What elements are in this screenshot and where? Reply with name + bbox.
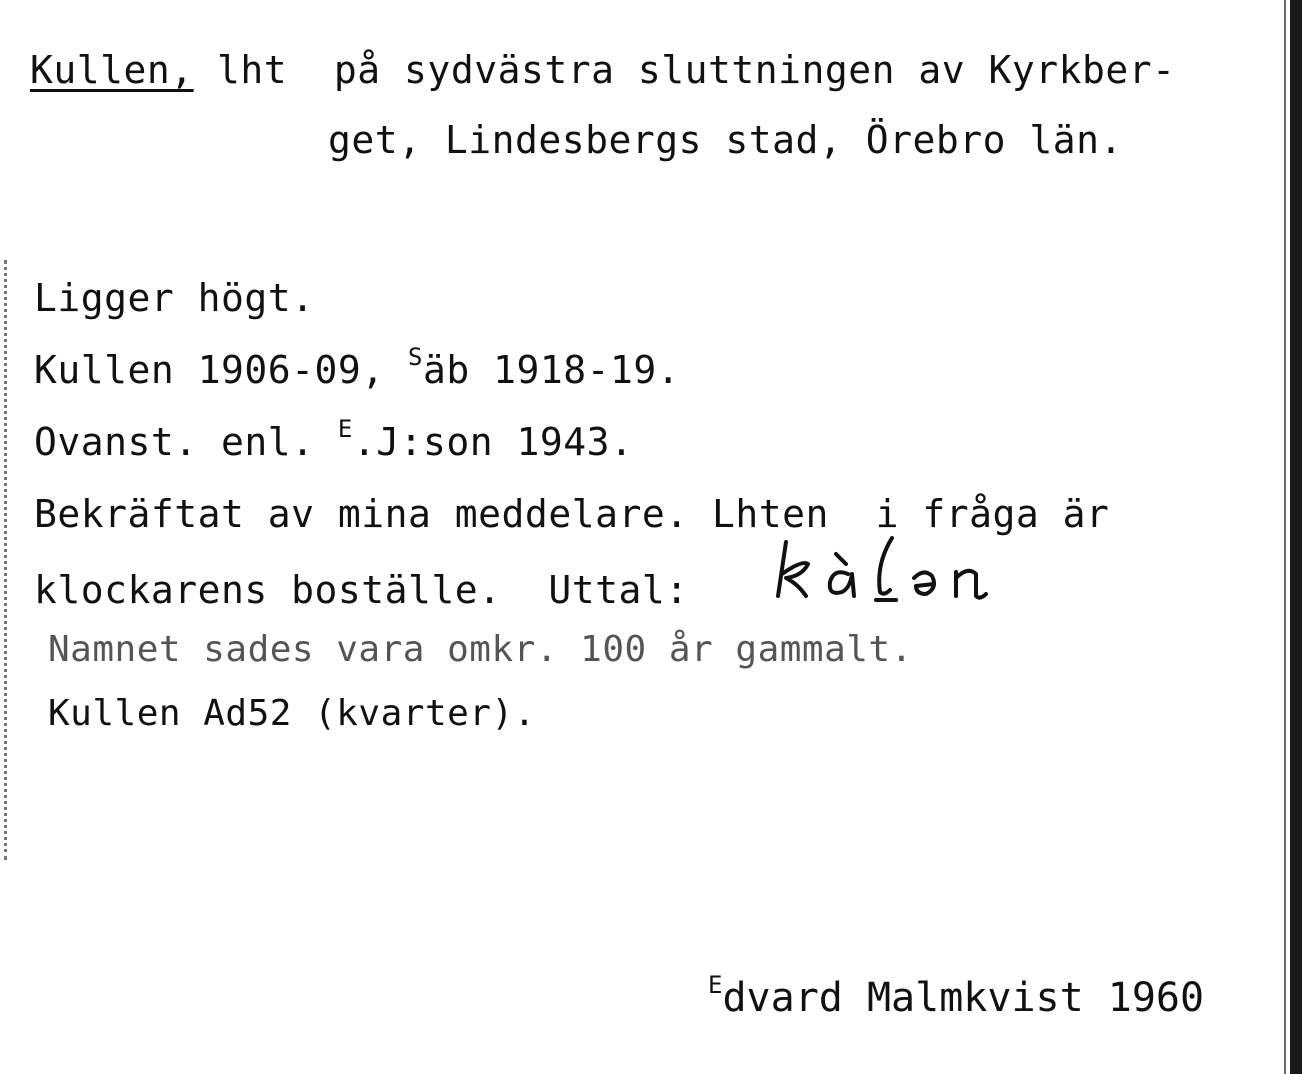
body-line-5: klockarens boställe. Uttal:: [34, 568, 689, 612]
superscript-e: E: [337, 415, 353, 443]
body-line-3-start: Ovanst. enl.: [34, 420, 338, 464]
heading-line-2: get, Lindesbergs stad, Örebro län.: [328, 118, 1123, 162]
signature-line: [708, 971, 1205, 1026]
card-edge-right: [1290, 0, 1302, 1074]
body-line-3: [34, 415, 634, 469]
body-line-2: [34, 343, 681, 397]
handwritten-pronunciation: [772, 534, 1032, 604]
body-line-2-end: äb 1918-19.: [423, 348, 681, 392]
body-line-2-start: Kullen 1906-09,: [34, 348, 409, 392]
body-line-7: Kullen Ad52 (kvarter).: [48, 693, 536, 734]
card-edge-left: [4, 260, 11, 860]
body-line-1: Ligger högt.: [34, 276, 315, 320]
card-edge-right-shadow: [1284, 0, 1286, 1074]
signature-superscript-e: E: [708, 971, 723, 999]
body-line-4: Bekräftat av mina meddelare. Lhten i fråga är: [34, 492, 1110, 536]
body-line-3-end: .J:son 1943.: [352, 420, 634, 464]
heading-description: lht på sydvästra sluttningen av Kyrkber-: [193, 48, 1176, 92]
place-name-title: Kullen,: [30, 48, 194, 92]
body-line-6: Namnet sades vara omkr. 100 år gammalt.: [48, 629, 913, 670]
heading-line-1: [30, 48, 1176, 92]
superscript-s: S: [408, 343, 423, 371]
signature-text: dvard Malmkvist 1960: [722, 975, 1205, 1021]
